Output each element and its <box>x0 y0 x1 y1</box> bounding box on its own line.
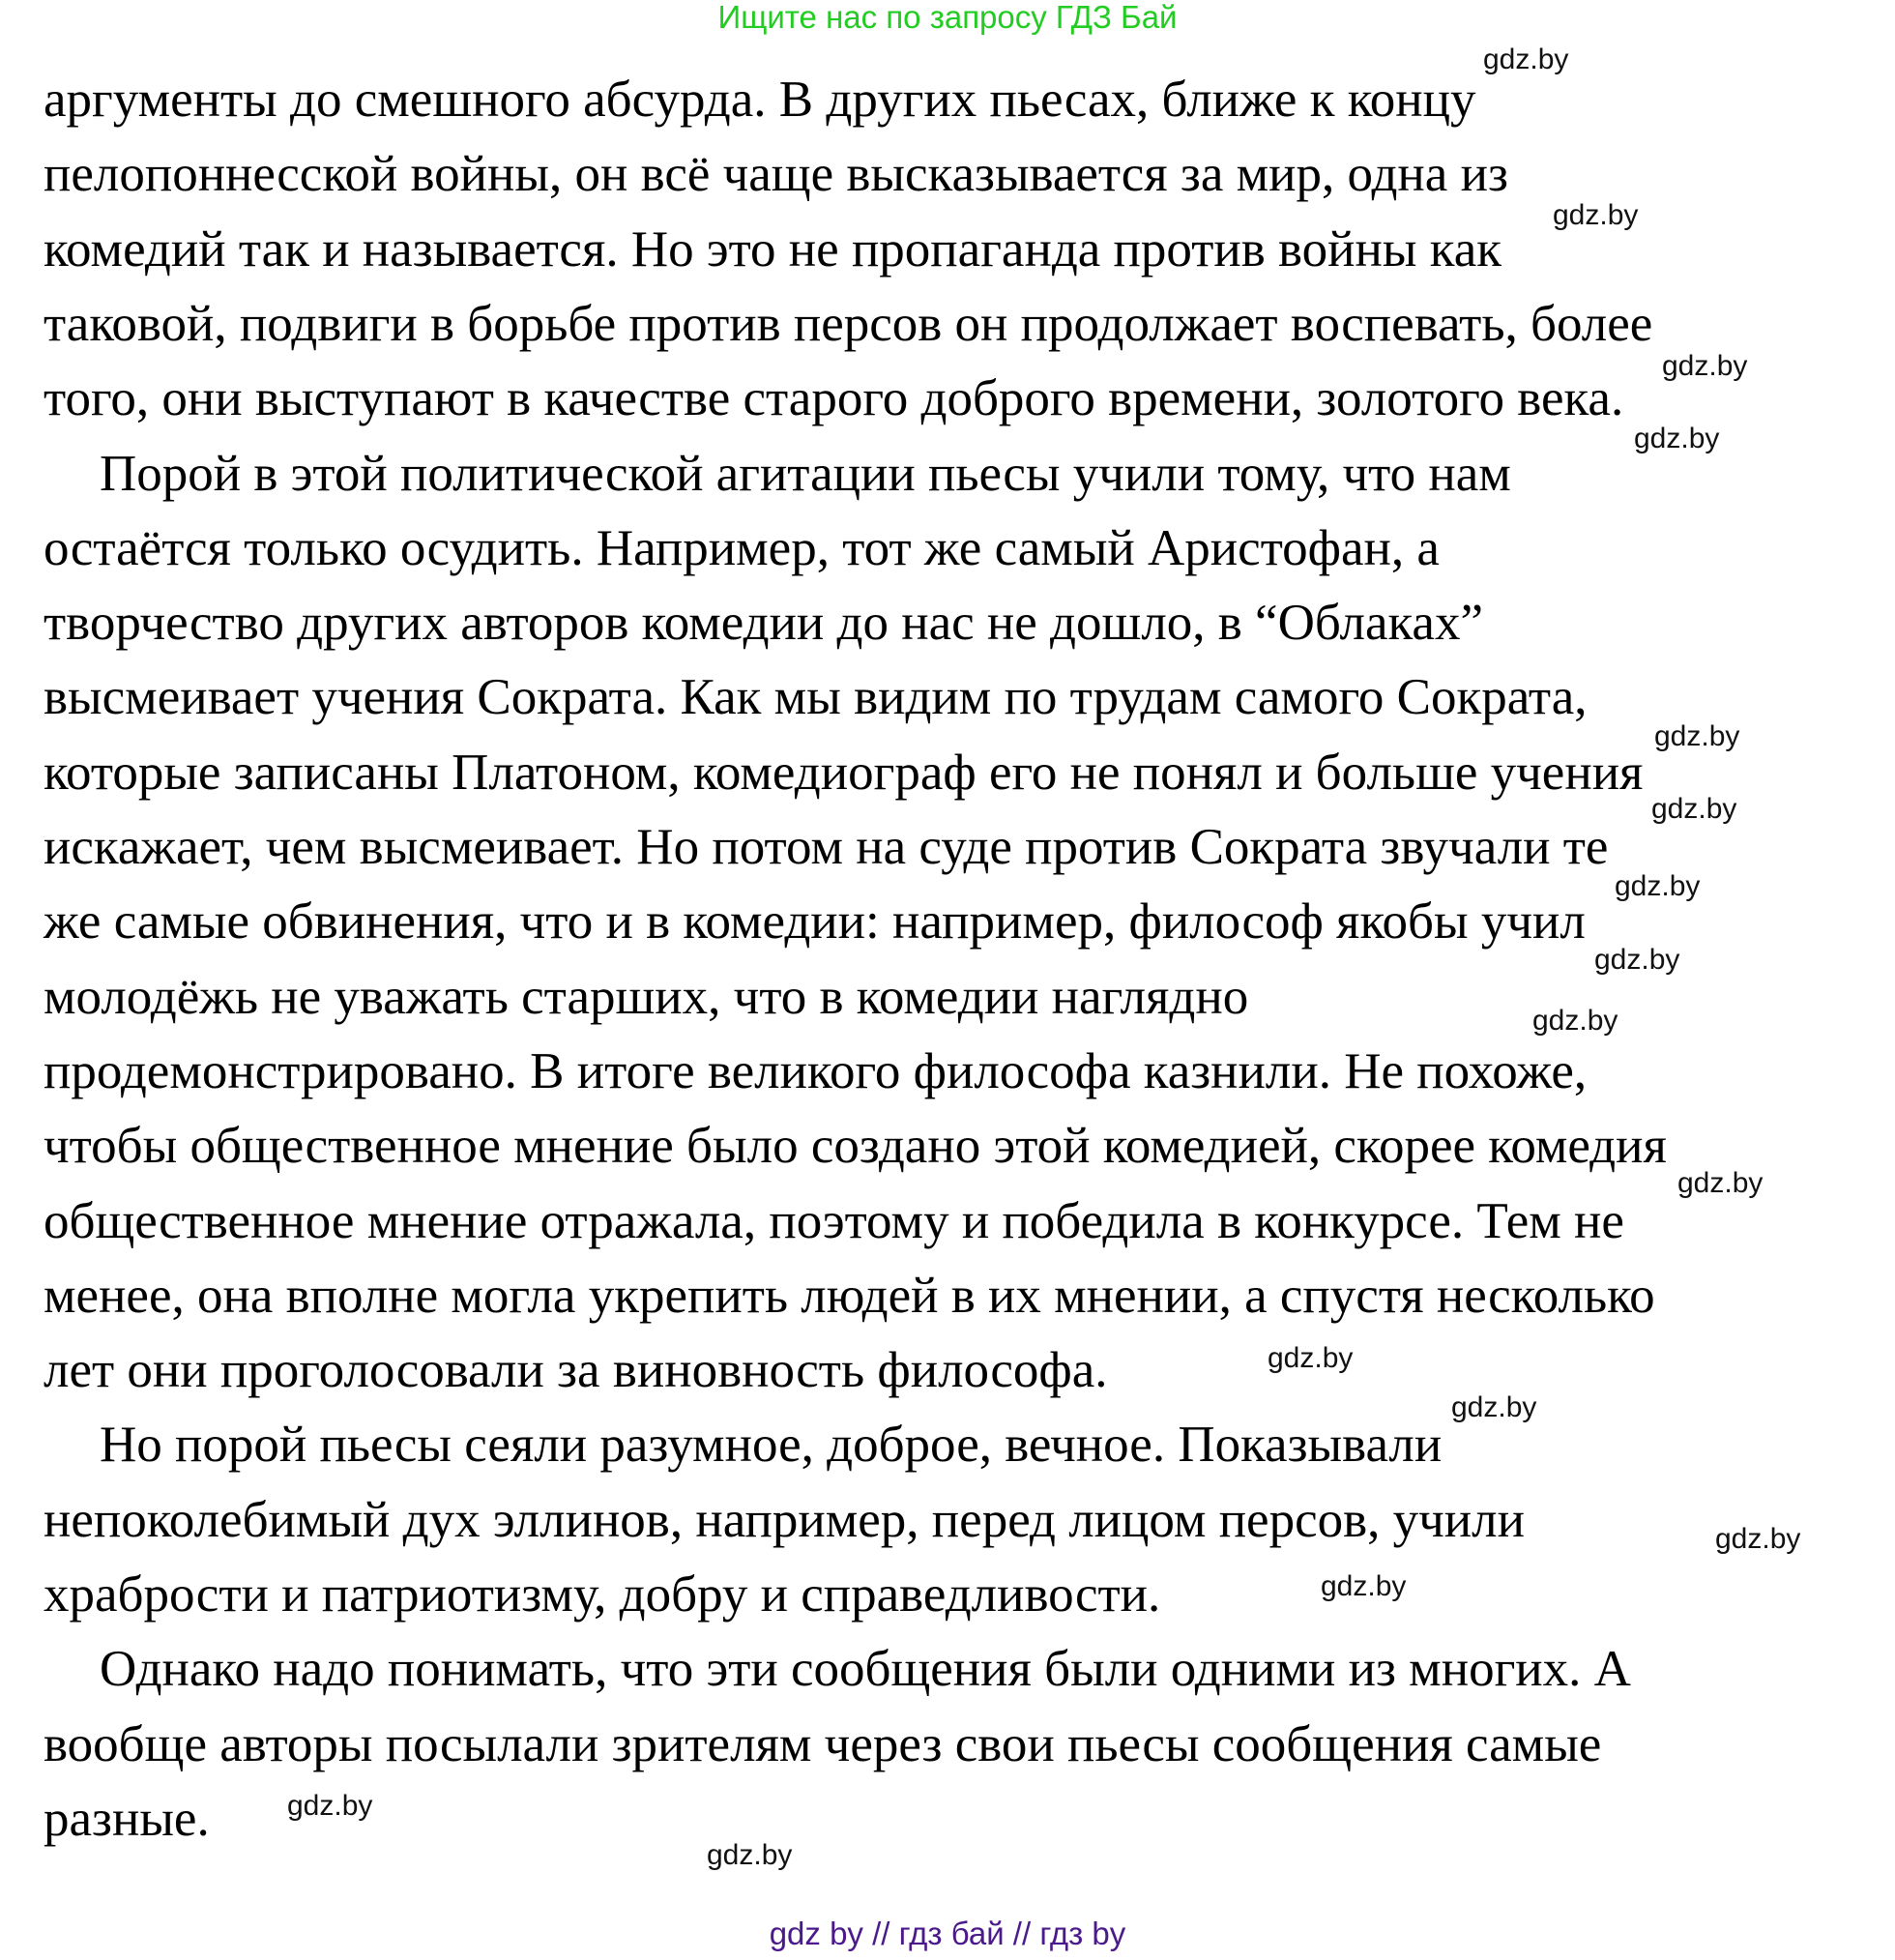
text-line: искажает, чем высмеивает. Но потом на суде против Сократа звучали те <box>44 819 1609 875</box>
watermark: gdz.by <box>1662 350 1748 382</box>
text-line: храбрости и патриотизму, добру и справедливости. <box>44 1566 1161 1623</box>
text-line: высмеивает учения Сократа. Как мы видим по трудам самого Сократа, <box>44 669 1588 726</box>
watermark: gdz.by <box>1594 944 1680 976</box>
text-line: того, они выступают в качестве старого доброго времени, золотого века. <box>44 370 1624 427</box>
watermark: gdz.by <box>707 1839 793 1871</box>
watermark: gdz.by <box>287 1790 373 1822</box>
text-line: молодёжь не уважать старших, что в комедии наглядно <box>44 968 1249 1025</box>
text-line: лет они проголосовали за виновность философа. <box>44 1342 1108 1399</box>
text-line: которые записаны Платоном, комедиограф его не понял и больше учения <box>44 744 1644 801</box>
watermark: gdz.by <box>1615 870 1701 902</box>
text-line: продемонстрировано. В итоге великого философа казнили. Не похоже, <box>44 1042 1588 1099</box>
footer-links[interactable]: gdz by // гдз бай // гдз by <box>769 1916 1126 1951</box>
paragraph-first-line: Однако надо понимать, что эти сообщения были одними из многих. А <box>100 1641 1631 1698</box>
text-line: аргументы до смешного абсурда. В других пьесах, ближе к концу <box>44 72 1476 128</box>
watermark: gdz.by <box>1677 1167 1764 1199</box>
paragraph-first-line: Но порой пьесы сеяли разумное, доброе, вечное. Показывали <box>100 1417 1443 1474</box>
text-line: остаётся только осудить. Например, тот же самый Аристофан, а <box>44 519 1440 576</box>
watermark: gdz.by <box>1483 44 1569 75</box>
watermark: gdz.by <box>1532 1005 1618 1037</box>
watermark: gdz.by <box>1553 199 1639 231</box>
search-hint-banner: Ищите нас по запросу ГДЗ Бай <box>717 0 1178 35</box>
text-line: пелопоннесской войны, он всё чаще высказывается за мир, одна из <box>44 146 1508 203</box>
watermark: gdz.by <box>1651 793 1737 825</box>
text-line: таковой, подвиги в борьбе против персов он продолжает воспевать, более <box>44 295 1653 352</box>
text-line: непоколебимый дух эллинов, например, перед лицом персов, учили <box>44 1491 1525 1548</box>
watermark: gdz.by <box>1451 1391 1537 1423</box>
watermark: gdz.by <box>1268 1342 1354 1374</box>
watermark: gdz.by <box>1715 1523 1801 1555</box>
text-line: творчество других авторов комедии до нас не дошло, в “Облаках” <box>44 595 1483 652</box>
text-line: общественное мнение отражала, поэтому и победила в конкурсе. Тем не <box>44 1192 1624 1249</box>
text-line: разные. <box>44 1790 210 1847</box>
watermark: gdz.by <box>1321 1570 1407 1602</box>
paragraph-first-line: Порой в этой политической агитации пьесы учили тому, что нам <box>100 445 1511 502</box>
text-line: чтобы общественное мнение было создано этой комедией, скорее комедия <box>44 1118 1667 1175</box>
text-line: менее, она вполне могла укрепить людей в их мнении, а спустя несколько <box>44 1267 1655 1324</box>
text-line: вообще авторы посылали зрителям через свои пьесы сообщения самые <box>44 1715 1602 1772</box>
text-line: же самые обвинения, что и в комедии: например, философ якобы учил <box>44 893 1586 951</box>
watermark: gdz.by <box>1654 720 1740 752</box>
text-line: комедий так и называется. Но это не пропаганда против войны как <box>44 220 1501 278</box>
watermark: gdz.by <box>1634 423 1720 454</box>
